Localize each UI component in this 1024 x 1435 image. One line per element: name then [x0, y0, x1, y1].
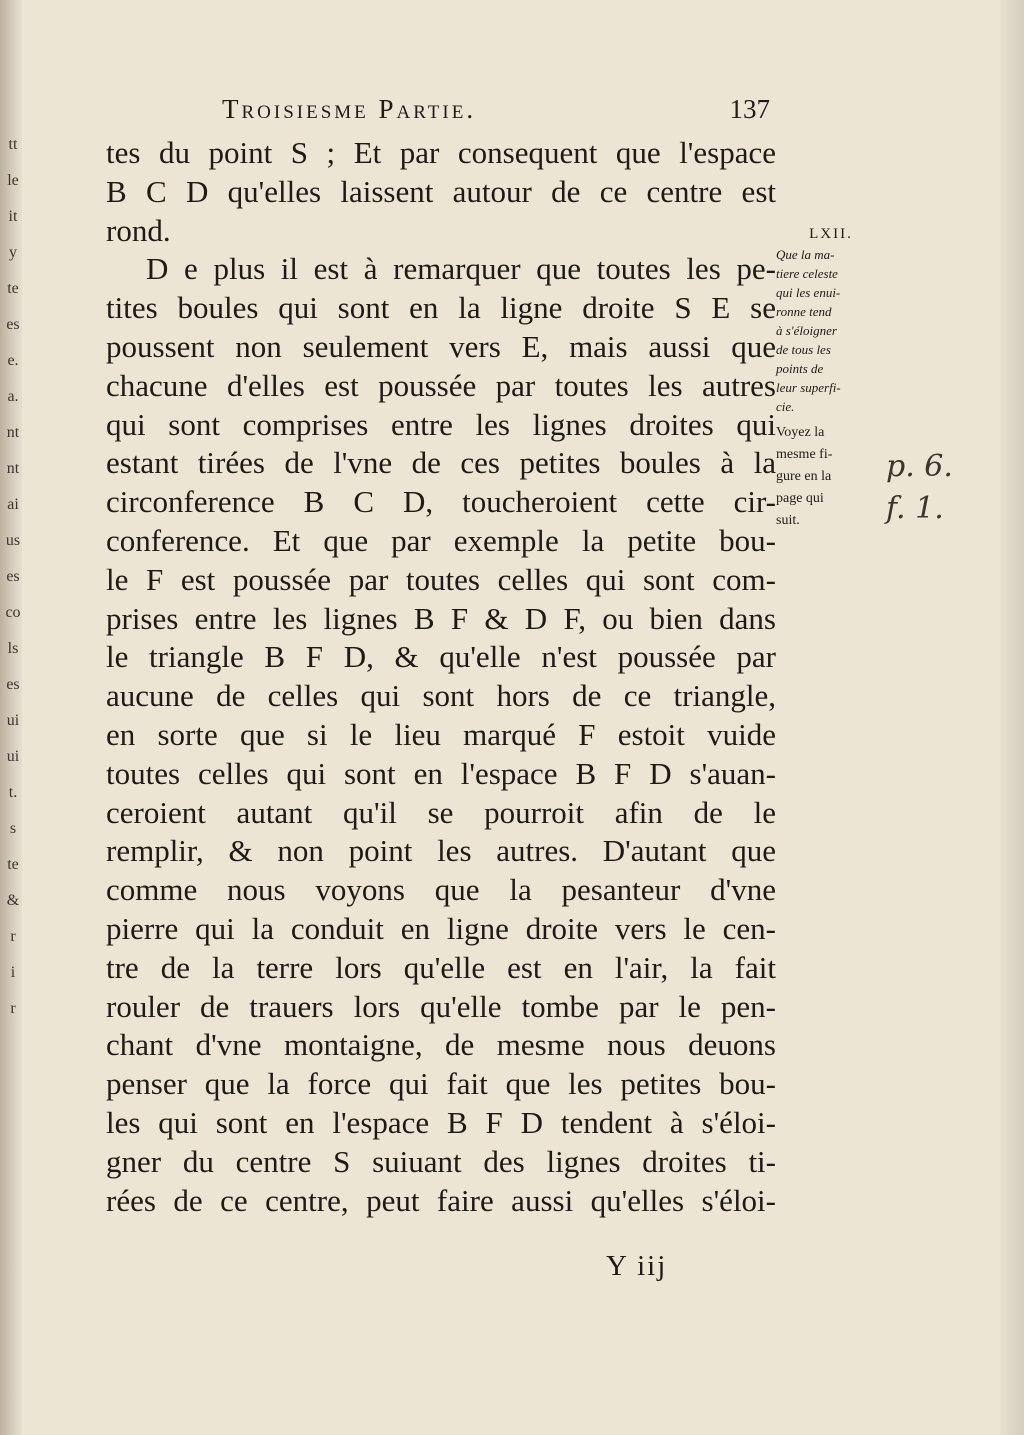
- text-line: rond.: [106, 212, 171, 248]
- bleed-letters: it: [8, 208, 18, 225]
- text-line: tre de la terre lors qu'elle est en l'air, la fait: [106, 949, 776, 985]
- bleed-letters: a.: [7, 388, 19, 405]
- text-line: poussent non seulement vers E, mais aussi que: [106, 328, 776, 364]
- marginal-note-line: qui les enui-: [776, 285, 841, 300]
- marginal-note-line: ronne tend: [776, 304, 832, 319]
- handwritten-annotation-line: p. 6.: [886, 449, 953, 484]
- bleed-letters: le: [7, 172, 19, 189]
- bleed-letters: r: [10, 928, 16, 945]
- bleed-letters: &: [6, 892, 20, 909]
- bleed-letters: ls: [7, 640, 19, 657]
- page-edge: [1000, 0, 1024, 1435]
- main-text: [106, 134, 776, 1220]
- marginal-reference-line: page qui: [776, 491, 824, 506]
- text-line: ceroient autant qu'il se pourroit afin de le: [106, 794, 776, 830]
- bleed-letters: nt: [6, 460, 20, 477]
- running-header: [222, 94, 770, 130]
- bleed-letters: s: [9, 820, 17, 837]
- text-line: B C D qu'elles laissent autour de ce centre est: [106, 173, 776, 209]
- text-line: en sorte que si le lieu marqué F estoit vuide: [106, 716, 776, 752]
- bleed-letters: ui: [6, 712, 20, 729]
- bleed-letters: i: [10, 964, 16, 981]
- text-line: le triangle B F D, & qu'elle n'est poussée par: [106, 639, 776, 675]
- text-line: chacune d'elles est poussée par toutes les autres: [106, 367, 776, 403]
- bleed-letters: es: [6, 316, 20, 333]
- bleed-letters: t.: [8, 784, 18, 801]
- text-line: conference. Et que par exemple la petite bou-: [106, 522, 776, 558]
- text-line: rées de ce centre, peut faire aussi qu'elles s'éloi-: [106, 1182, 776, 1218]
- bleed-letters: ai: [7, 496, 19, 513]
- text-line: chant d'vne montaigne, de mesme nous deuons: [106, 1027, 776, 1063]
- marginal-note-line: cie.: [776, 399, 795, 414]
- bleed-letters: us: [5, 532, 21, 549]
- signature-mark: Y iij: [606, 1250, 668, 1282]
- text-line: tes du point S ; Et par consequent que l'espace: [106, 135, 776, 170]
- bleed-letters: y: [9, 244, 17, 261]
- bleed-letters: e.: [7, 352, 19, 369]
- page-number: 137: [729, 94, 770, 124]
- bleed-letters: r: [10, 1000, 16, 1017]
- marginal-note-line: points de: [776, 361, 824, 376]
- marginal-reference-line: Voyez la: [776, 425, 825, 440]
- bleed-letters: es: [6, 568, 20, 585]
- bleed-letters: tt: [8, 136, 18, 153]
- text-line: comme nous voyons que la pesanteur d'vne: [106, 872, 776, 908]
- text-line: estant tirées de l'vne de ces petites boules à la: [106, 445, 776, 481]
- text-line: circonference B C D, toucheroient cette cir-: [106, 484, 776, 520]
- marginal-note-heading: LXII.: [809, 226, 853, 242]
- handwritten-annotation-line: f. 1.: [886, 491, 944, 526]
- text-line: penser que la force qui fait que les petites bou-: [106, 1066, 776, 1102]
- marginal-note-line: Que la ma-: [776, 247, 835, 262]
- text-line: tites boules qui sont en la ligne droite S E se: [106, 290, 776, 326]
- bleed-letters: es: [6, 676, 20, 693]
- text-line: les qui sont en l'espace B F D tendent à s'éloi-: [106, 1104, 776, 1140]
- text-line: remplir, & non point les autres. D'autant que: [106, 833, 776, 869]
- bleed-letters: co: [5, 604, 21, 621]
- text-line: le F est poussée par toutes celles qui sont com-: [106, 561, 776, 597]
- marginal-reference-line: gure en la: [776, 469, 832, 484]
- bleed-letters: nt: [6, 424, 20, 441]
- text-line: qui sont comprises entre les lignes droites qui: [106, 406, 776, 442]
- text-line: gner du centre S suiuant des lignes droites ti-: [106, 1143, 776, 1179]
- marginal-note-line: à s'éloigner: [776, 323, 837, 338]
- text-line: toutes celles qui sont en l'espace B F D s'auan-: [106, 755, 776, 791]
- bleed-letters: te: [7, 280, 19, 297]
- marginal-reference-line: suit.: [776, 513, 800, 528]
- text-line: aucune de celles qui sont hors de ce triangle,: [106, 678, 776, 714]
- text-line: rouler de trauers lors qu'elle tombe par le pen-: [106, 988, 776, 1024]
- text-line: D e plus il est à remarquer que toutes les pe-: [146, 251, 776, 287]
- bleed-letters: ui: [6, 748, 20, 765]
- bleed-letters: te: [7, 856, 19, 873]
- marginal-note-line: leur superfi-: [776, 380, 841, 395]
- marginal-reference-line: mesme fi-: [776, 447, 833, 462]
- text-line: pierre qui la conduit en ligne droite vers le cen-: [106, 910, 776, 946]
- marginal-note: [776, 226, 886, 532]
- marginal-note-line: de tous les: [776, 342, 831, 357]
- handwritten-annotation: [886, 446, 966, 530]
- facing-page-bleed: [0, 136, 26, 1036]
- marginal-note-line: tiere celeste: [776, 266, 838, 281]
- text-line: prises entre les lignes B F & D F, ou bien dans: [106, 600, 776, 636]
- running-title: Troisiesme Partie.: [222, 94, 477, 124]
